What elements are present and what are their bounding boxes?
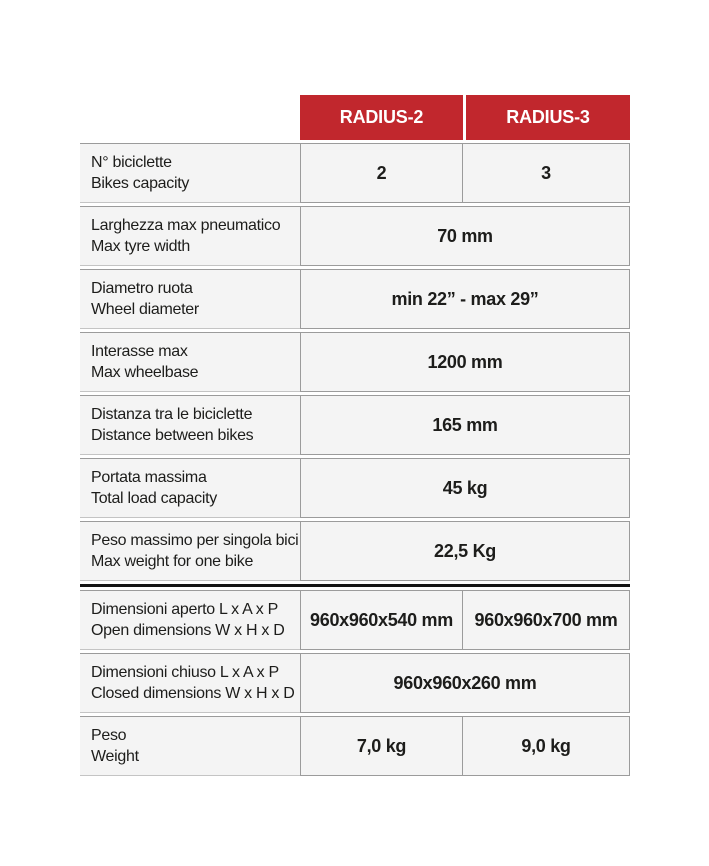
value-both-columns: 960x960x260 mm xyxy=(300,653,630,713)
label-italian: Peso xyxy=(91,727,127,744)
label-italian: Distanza tra le biciclette xyxy=(91,406,253,423)
value-both-columns: 1200 mm xyxy=(300,332,630,392)
value-both-columns: 70 mm xyxy=(300,206,630,266)
label-italian: Diametro ruota xyxy=(91,280,193,297)
value-radius-3: 960x960x700 mm xyxy=(463,590,630,650)
label-english: Bikes capacity xyxy=(91,175,190,192)
table-header xyxy=(80,95,630,140)
label-english: Closed dimensions W x H x D xyxy=(91,685,295,702)
table-row-weight xyxy=(80,716,630,776)
row-label xyxy=(80,395,300,455)
section-divider xyxy=(80,584,630,587)
spec-table xyxy=(80,95,630,776)
value-both-columns: min 22” - max 29” xyxy=(300,269,630,329)
row-label xyxy=(80,521,300,581)
label-english: Wheel diameter xyxy=(91,301,199,318)
label-italian: Dimensioni chiuso L x A x P xyxy=(91,664,279,681)
row-label xyxy=(80,590,300,650)
value-radius-2: 960x960x540 mm xyxy=(300,590,463,650)
value-radius-2: 7,0 kg xyxy=(300,716,463,776)
table-row-max-weight-one-bike xyxy=(80,521,630,581)
row-label xyxy=(80,653,300,713)
table-row-max-tyre-width xyxy=(80,206,630,266)
column-header-radius-2: RADIUS-2 xyxy=(300,95,463,140)
label-italian: Interasse max xyxy=(91,343,188,360)
row-label xyxy=(80,206,300,266)
row-label xyxy=(80,143,300,203)
table-row-closed-dimensions xyxy=(80,653,630,713)
table-row-wheel-diameter xyxy=(80,269,630,329)
column-header-radius-3: RADIUS-3 xyxy=(463,95,630,140)
label-english: Distance between bikes xyxy=(91,427,254,444)
table-row-total-load-capacity xyxy=(80,458,630,518)
label-english: Max weight for one bike xyxy=(91,553,254,570)
label-italian: Dimensioni aperto L x A x P xyxy=(91,601,278,618)
value-both-columns: 165 mm xyxy=(300,395,630,455)
value-radius-3: 9,0 kg xyxy=(463,716,630,776)
table-row-open-dimensions xyxy=(80,590,630,650)
table-row-max-wheelbase xyxy=(80,332,630,392)
value-radius-3: 3 xyxy=(463,143,630,203)
label-italian: Peso massimo per singola bici xyxy=(91,532,299,549)
table-row-distance-between-bikes xyxy=(80,395,630,455)
row-label xyxy=(80,458,300,518)
row-label xyxy=(80,269,300,329)
label-italian: Portata massima xyxy=(91,469,207,486)
label-english: Max wheelbase xyxy=(91,364,199,381)
label-italian: Larghezza max pneumatico xyxy=(91,217,281,234)
label-english: Max tyre width xyxy=(91,238,190,255)
label-italian: N° biciclette xyxy=(91,154,172,171)
value-radius-2: 2 xyxy=(300,143,463,203)
label-english: Open dimensions W x H x D xyxy=(91,622,285,639)
label-english: Weight xyxy=(91,748,139,765)
value-both-columns: 45 kg xyxy=(300,458,630,518)
header-spacer xyxy=(80,95,300,140)
value-both-columns: 22,5 Kg xyxy=(300,521,630,581)
label-english: Total load capacity xyxy=(91,490,217,507)
row-label xyxy=(80,332,300,392)
table-row-bikes-capacity xyxy=(80,143,630,203)
row-label xyxy=(80,716,300,776)
